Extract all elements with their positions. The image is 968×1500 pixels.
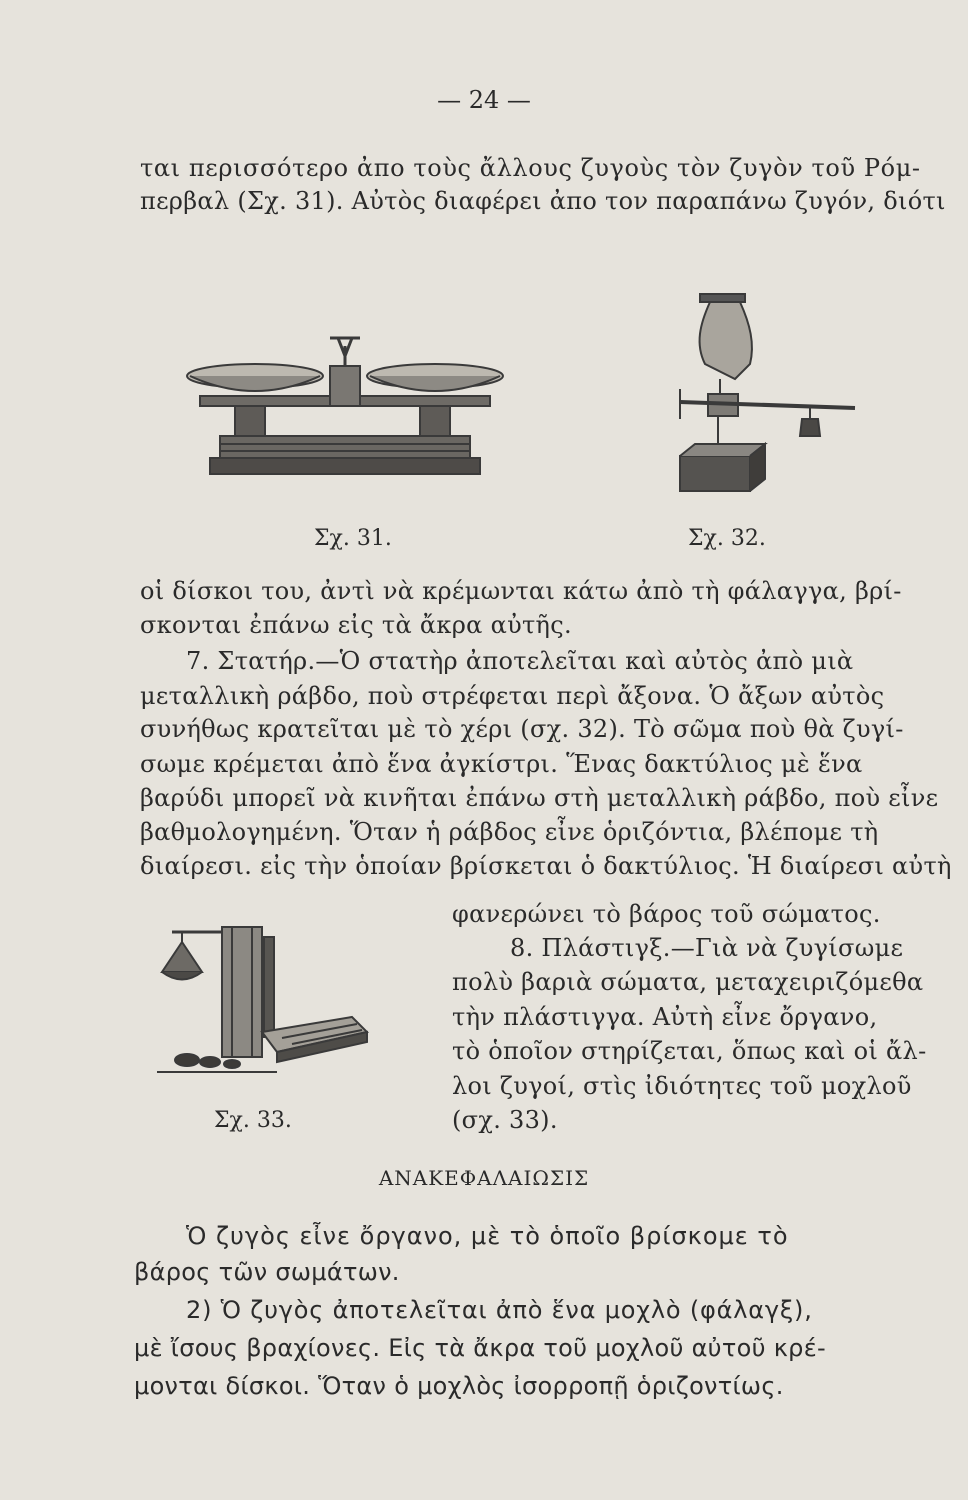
text-line: βαρύδι μπορεῖ νὰ κινῆται ἐπάνω στὴ μεταλλικὴ ράβδο, ποὺ εἶνε (140, 784, 939, 812)
text-line: περβαλ (Σχ. 31). Αὐτὸς διαφέρει ἀπο τον παραπάνω ζυγόν, διότι (140, 187, 946, 215)
text-line: διαίρεσι. εἰς τὴν ὁποίαν βρίσκεται ὁ δακτύλιος. Ἡ διαίρεσι αὐτὴ (140, 852, 952, 880)
text-line: πολὺ βαριὰ σώματα, μεταχειριζόμεθα (452, 968, 924, 996)
figure-platform-scale (152, 912, 372, 1082)
text-line: βαθμολογημένη. Ὅταν ἡ ράβδος εἶνε ὁριζόντια, βλέπομε τὴ (140, 818, 879, 846)
text-line: τὴν πλάστιγγα. Αὐτὴ εἶνε ὄργανο, (452, 1003, 878, 1031)
summary-line: 2) Ὁ ζυγὸς ἀποτελεῖται ἀπὸ ἕνα μοχλὸ (φάλαγξ), (186, 1296, 813, 1324)
text-line: σκονται ἐπάνω εἰς τὰ ἄκρα αὐτῆς. (140, 611, 572, 639)
text-line: τὸ ὁποῖον στηρίζεται, ὅπως καὶ οἱ ἄλ- (452, 1037, 927, 1065)
figure-roberval-balance (180, 326, 510, 496)
text-line: (σχ. 33). (452, 1106, 558, 1134)
summary-line: βάρος τῶν σωμάτων. (134, 1258, 400, 1286)
page-number: — 24 — (437, 86, 531, 114)
roberval-balance-drawing (180, 326, 510, 496)
summary-line: μὲ ἴσους βραχίονες. Εἰς τὰ ἄκρα τοῦ μοχλοῦ αὐτοῦ κρέ- (134, 1334, 826, 1362)
text-line: ται περισσότερο ἀπο τοὺς ἄλλους ζυγοὺς τὸν ζυγὸν τοῦ Ρόμ- (140, 154, 921, 182)
figure-steelyard (660, 284, 860, 514)
text-line: μεταλλικὴ ράβδο, ποὺ στρέφεται περὶ ἄξονα. Ὁ ἄξων αὐτὸς (140, 682, 885, 710)
summary-line: μονται δίσκοι. Ὅταν ὁ μοχλὸς ἰσορροπῇ ὁριζοντίως. (134, 1372, 784, 1400)
steelyard-drawing (660, 284, 860, 514)
text-line: συνήθως κρατεῖται μὲ τὸ χέρι (σχ. 32). Τὸ σῶμα ποὺ θὰ ζυγί- (140, 715, 904, 743)
summary-line: Ὁ ζυγὸς εἶνε ὄργανο, μὲ τὸ ὁποῖο βρίσκομε τὸ (186, 1222, 789, 1250)
text-line: λοι ζυγοί, στὶς ἰδιότητες τοῦ μοχλοῦ (452, 1072, 912, 1100)
platform-scale-drawing (152, 912, 372, 1082)
summary-heading: ΑΝΑΚΕΦΑΛΑΙΩΣΙΣ (378, 1166, 590, 1190)
figure-32-caption: Σχ. 32. (688, 526, 766, 551)
section-8-heading-line: 8. Πλάστιγξ.—Γιὰ νὰ ζυγίσωμε (510, 934, 904, 962)
text-line: οἱ δίσκοι του, ἀντὶ νὰ κρέμωνται κάτω ἀπὸ τὴ φάλαγγα, βρί- (140, 577, 902, 605)
figure-33-caption: Σχ. 33. (214, 1108, 292, 1133)
text-line: φανερώνει τὸ βάρος τοῦ σώματος. (452, 900, 881, 928)
figure-31-caption: Σχ. 31. (314, 526, 392, 551)
text-line: σωμε κρέμεται ἀπὸ ἕνα ἀγκίστρι. Ἕνας δακτύλιος μὲ ἕνα (140, 750, 863, 778)
section-7-heading-line: 7. Στατήρ.—Ὁ στατὴρ ἀποτελεῖται καὶ αὐτὸς ἀπὸ μιὰ (186, 647, 854, 675)
